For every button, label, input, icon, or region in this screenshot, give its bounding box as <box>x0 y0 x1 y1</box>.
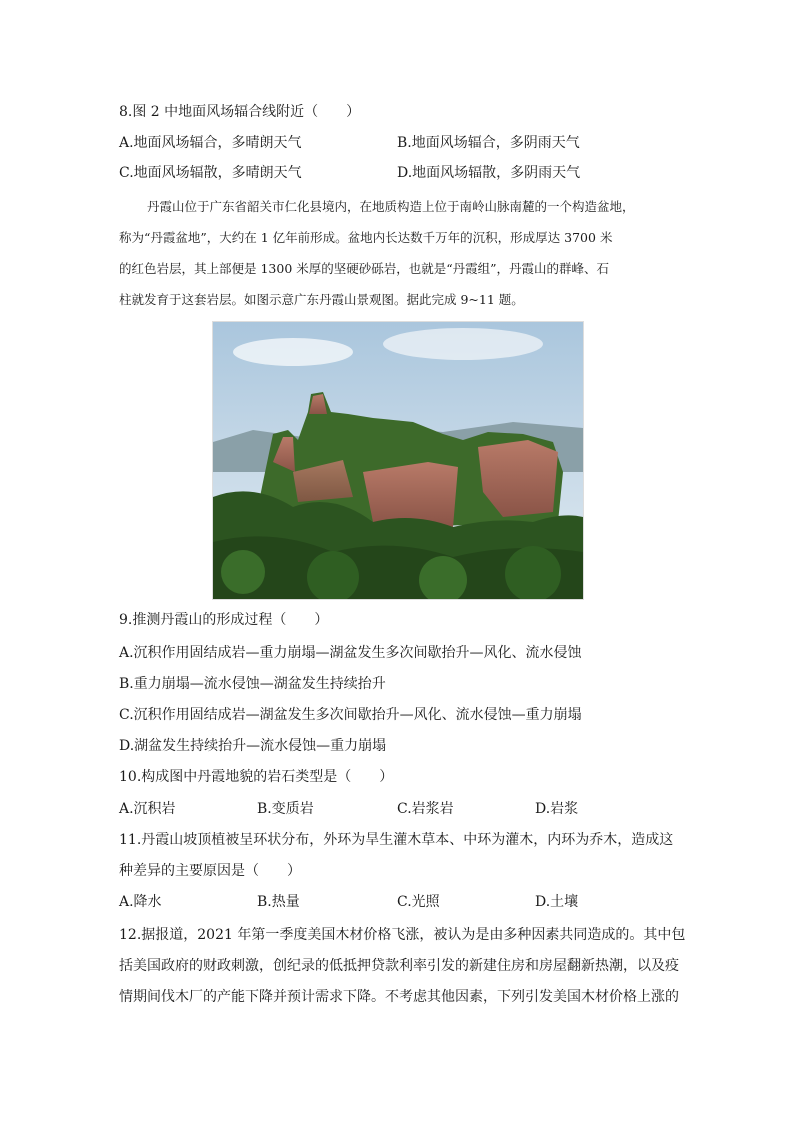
q10-option-b: B.变质岩 <box>257 801 314 817</box>
q8-option-c: C.地面风场辐散，多晴朗天气 <box>119 165 302 181</box>
q8-option-a: A.地面风场辐合，多晴朗天气 <box>119 135 302 151</box>
q9-option-c: C.沉积作用固结成岩—湖盆发生多次间歇抬升—风化、流水侵蚀—重力崩塌 <box>119 707 582 723</box>
q10-option-a: A.沉积岩 <box>119 801 176 817</box>
q9-option-d: D.湖盆发生持续抬升—流水侵蚀—重力崩塌 <box>119 738 387 754</box>
passage-line-4: 柱就发育于这套岩层。如图示意广东丹霞山景观图。据此完成 9~11 题。 <box>119 292 524 307</box>
danxia-mountain-photo <box>212 321 584 600</box>
passage-line-3: 的红色岩层，其上部便是 1300 米厚的坚硬砂砾岩，也就是“丹霞组”，丹霞山的群峰、石 <box>119 261 610 276</box>
q8-option-b: B.地面风场辐合，多阴雨天气 <box>397 135 580 151</box>
q9-option-a: A.沉积作用固结成岩—重力崩塌—湖盆发生多次间歇抬升—风化、流水侵蚀 <box>119 645 582 661</box>
q10-option-d: D.岩浆 <box>535 801 579 817</box>
q11-stem-line-1: 11.丹霞山坡顶植被呈环状分布，外环为旱生灌木草本、中环为灌木，内环为乔木，造成这 <box>119 832 674 848</box>
passage-line-1: 丹霞山位于广东省韶关市仁化县境内，在地质构造上位于南岭山脉南麓的一个构造盆地， <box>147 199 635 214</box>
q12-stem-line-3: 情期间伐木厂的产能下降并预计需求下降。不考虑其他因素，下列引发美国木材价格上涨的 <box>119 989 679 1005</box>
passage-line-2: 称为“丹霞盆地”，大约在 1 亿年前形成。盆地内长达数千万年的沉积，形成厚达 3700 米 <box>119 230 613 245</box>
q11-option-a: A.降水 <box>119 894 162 910</box>
q9-stem: 9.推测丹霞山的形成过程（ ） <box>119 612 329 628</box>
q12-stem-line-2: 括美国政府的财政刺激，创纪录的低抵押贷款利率引发的新建住房和房屋翻新热潮，以及疫 <box>119 958 679 974</box>
q8-option-d: D.地面风场辐散，多阴雨天气 <box>397 165 581 181</box>
q11-stem-line-2: 种差异的主要原因是（ ） <box>119 863 301 879</box>
q11-option-c: C.光照 <box>397 894 440 910</box>
q10-option-c: C.岩浆岩 <box>397 801 454 817</box>
mountain-photo-icon <box>213 322 583 599</box>
q11-option-b: B.热量 <box>257 894 300 910</box>
q12-stem-line-1: 12.据报道，2021 年第一季度美国木材价格飞涨，被认为是由多种因素共同造成的。其中包 <box>119 927 686 943</box>
q11-option-d: D.土壤 <box>535 894 579 910</box>
q10-stem: 10.构成图中丹霞地貌的岩石类型是（ ） <box>119 769 394 785</box>
q9-option-b: B.重力崩塌—流水侵蚀—湖盆发生持续抬升 <box>119 676 386 692</box>
q8-stem: 8.图 2 中地面风场辐合线附近（ ） <box>119 104 361 120</box>
